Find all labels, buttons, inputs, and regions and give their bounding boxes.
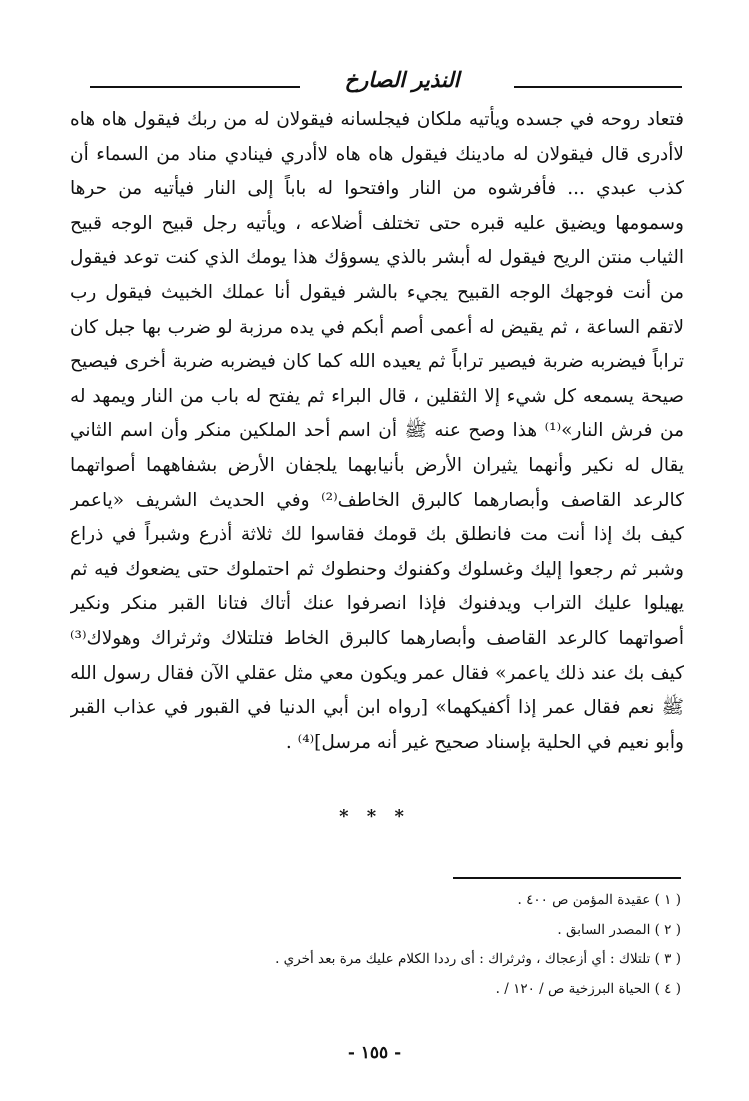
text-line: من أنت فوجهك الوجه القبيح يجيء بالشر فيقول أنا عملك الخبيث فيقول رب [70,281,684,303]
text-line: صيحة يسمعه كل شيء إلا الثقلين ، قال البراء ثم يفتح له باب من النار ويمهد له [70,385,684,407]
running-header [90,66,682,96]
text-line: من فرش النار»⁽¹⁾ هذا وصح عنه ﷺ أن اسم أحد الملكين منكر وأن اسم الثاني [70,420,684,442]
text-line: وأبو نعيم في الحلية بإسناد صحيح غير أنه مرسل]⁽⁴⁾ . [285,731,684,753]
section-separator: * * * [339,806,410,827]
text-line: كالرعد القاصف وأبصارهما كالبرق الخاطف⁽²⁾ وفي الحديث الشريف «ياعمر [70,489,684,511]
footnote: ( ٣ ) تلتلاك : أي أزعجاك ، وثرثراك : أى رددا الكلام عليك مرة بعد أخري . [275,951,681,967]
text-line: كيف بك إذا أنت مت فانطلق بك قومك فقاسوا لك ثلاثة أذرع وشبراً في ذراع [70,524,684,546]
footnotes [121,886,681,1004]
book-title: النذير الصارخ [344,67,460,92]
footnote: ( ٢ ) المصدر السابق . [557,921,681,938]
footnote: ( ١ ) عقيدة المؤمن ص ٤٠٠ . [517,892,681,908]
text-line: يقال له نكير وأنهما يثيران الأرض بأنيابهما يلجفان الأرض بشفاههما أصواتهما [70,454,684,476]
text-line: أصواتهما كالرعد القاصف وأبصارهما كالبرق الخاط فتلتلاك وثرثراك وهولاك⁽³⁾ [70,627,684,649]
text-line: وشبر ثم رجعوا إليك وغسلوك وكفنوك وحنطوك ثم احتملوك حتى يضعوك فيه ثم [70,558,684,580]
main-text [70,103,684,760]
footnote: ( ٤ ) الحياة البرزخية ص / ١٢٠ / . [495,980,681,997]
text-line: فتعاد روحه في جسده ويأتيه ملكان فيجلسانه فيقولان له من ربك فيقول هاه هاه [70,109,684,130]
text-line: لاتقم الساعة ، ثم يقيض له أعمى أصم أبكم في يده مرزبة لو ضرب بها جبل كان [70,316,684,338]
header-rule-right [514,86,682,88]
header-rule-left [90,86,300,88]
text-line: كذب عبدي ... فأفرشوه من النار وافتحوا له باباً إلى النار فيأتيه من حرها [70,178,684,200]
text-line: الثياب منتن الريح فيقول له أبشر بالذي يسوؤك هذا يومك الذي كنت توعد فيقول [70,247,684,269]
text-line: ﷺ نعم فقال عمر إذا أكفيكهما» [رواه ابن أبي الدنيا في القبور في عذاب القبر [70,697,684,719]
text-line: تراباً فيضربه ضربة فيصير تراباً ثم يعيده الله كما كان فيضربه ضربة أخرى فيصيح [70,351,684,373]
text-line: لاأدرى قال فيقولان له مادينك فيقول هاه هاه لاأدري فينادي مناد من السماء أن [70,143,684,165]
text-line: وسمومها ويضيق عليه قبره حتى تختلف أضلاعه ، ويأتيه رجل قبيح الوجه قبيح [70,212,684,234]
page-number: - ١٥٥ - [347,1043,402,1063]
text-line: كيف بك عند ذلك ياعمر» فقال عمر ويكون معي مثل عقلي الآن فقال رسول الله [70,662,684,684]
text-line: يهيلوا عليك التراب ويدفنوك فإذا انصرفوا عنك أتاك فتانا القبر منكر ونكير [70,593,684,615]
footnote-rule [453,877,681,879]
